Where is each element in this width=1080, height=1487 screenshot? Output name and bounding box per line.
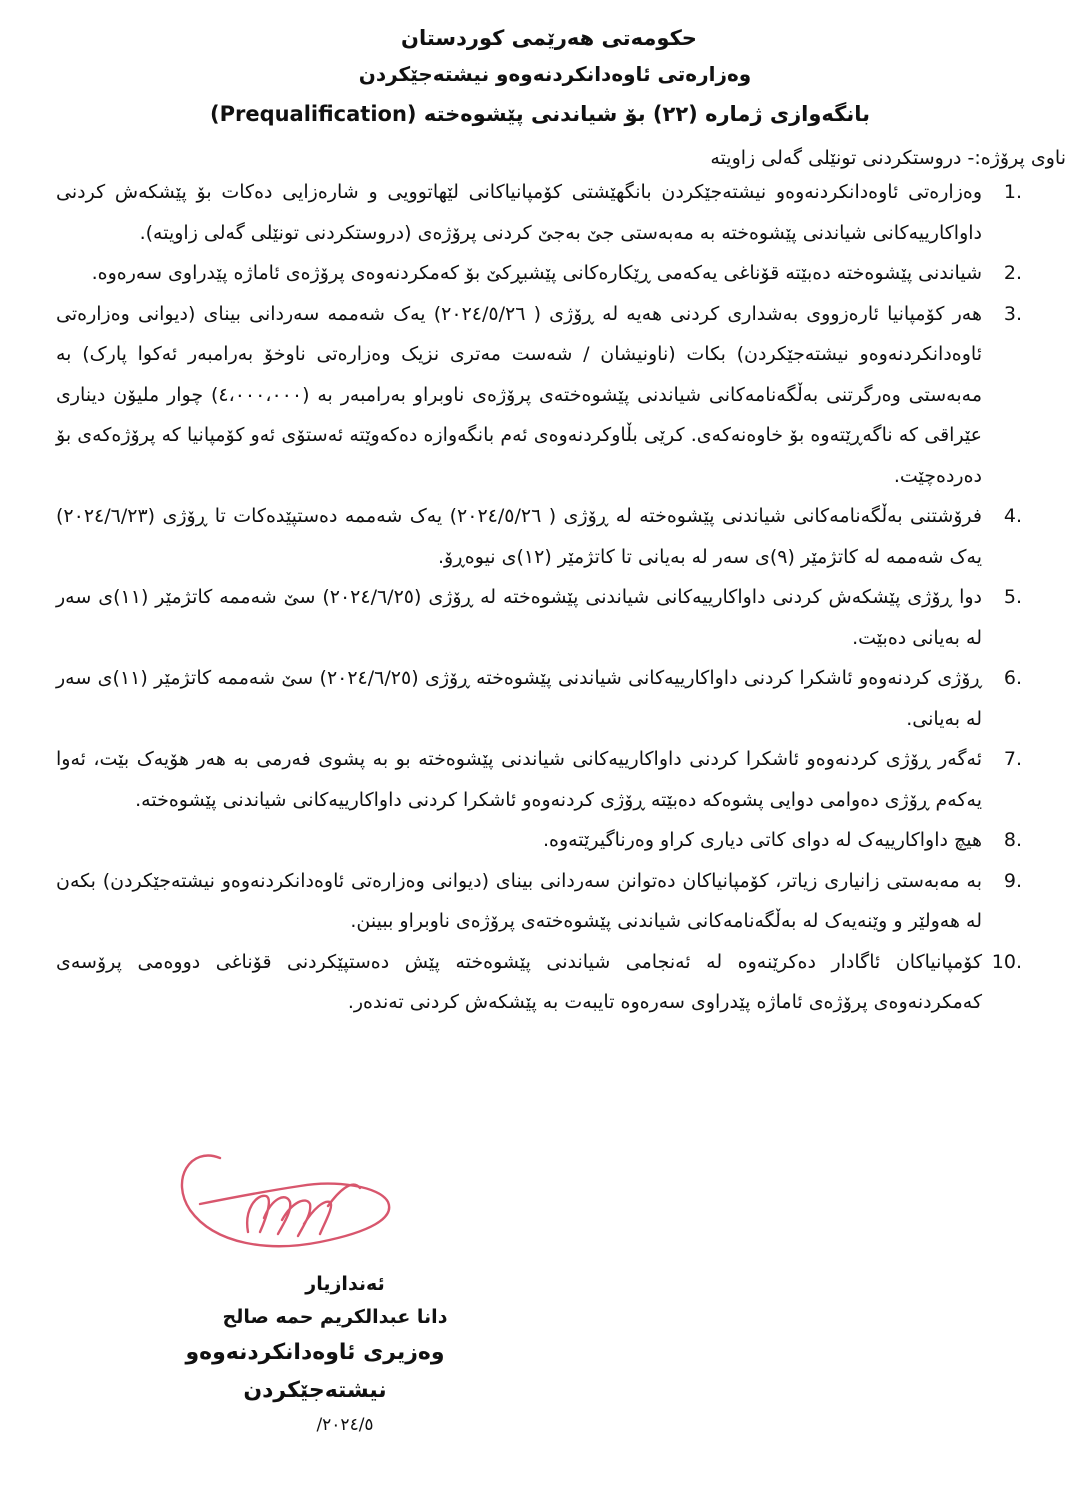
item-text: دوا ڕۆژی پێشکەش کردنی داواکارییەکانی شیاندنی پێشوەختە لە ڕۆژی (٢٠٢٤/٦/٢٥) سێ شەممە کاتژمێر (١١)ی سەر لە بەیانی دەبێت. — [56, 586, 982, 649]
item-text: هیچ داواکارییەک لە دوای کاتی دیاری کراو وەرناگیرێتەوە. — [542, 829, 982, 851]
item-number: 3. — [1003, 302, 1022, 325]
announcement-items — [56, 172, 1022, 1023]
item-number: 5. — [1003, 586, 1022, 608]
announcement-title: بانگەوازی ژمارە (٢٢) بۆ شیاندنی پێشوەختە (Prequalification) — [209, 102, 871, 126]
signature-date: ٢٠٢٤/٥/ — [316, 1415, 374, 1435]
signature-loop — [182, 1156, 389, 1247]
item-text: ڕۆژی کردنەوەو ئاشکرا کردنی داواکارییەکانی شیاندنی پێشوەختە ڕۆژی (٢٠٢٤/٦/٢٥) سێ شەممە کاتژمێر (١١)ی سەر لە بەیانی. — [56, 667, 983, 730]
ministry-name: وەزارەتی ئاوەدانکردنەوەو نیشتەجێکردن — [358, 62, 752, 86]
item-text: بە مەبەستی زانیاری زیاتر، کۆمپانیاکان دەتوانن سەردانی بینای (دیوانی وەزارەتی ئاوەدانکردنەوەو نیشتەجێکردن) بکەن لە هەولێر و وێنەیەک لە بەڵگەنامەکانی شیاندنی پێشوەختەی پرۆژەی ناوبراو ببینن. — [56, 869, 982, 932]
item-text: فرۆشتنی بەڵگەنامەکانی شیاندنی پێشوەختە لە ڕۆژی ( ٢٠٢٤/٥/٢٦) یەک شەممە دەستپێدەکات تا ڕۆژی (٢٠٢٤/٦/٢٣) یەک شەممە لە کاتژمێر (٩)ی سەر لە بەیانی تا کاتژمێر (١٢)ی نیوەڕۆ. — [56, 505, 982, 568]
signatory-name: دانا عبدالکریم حمە صالح — [222, 1306, 448, 1328]
list-item — [56, 172, 1022, 253]
list-item — [56, 658, 1022, 739]
signature-block — [110, 1268, 560, 1440]
signatory-position: وەزیری ئاوەدانکردنەوەو نیشتەجێکردن — [185, 1340, 445, 1403]
project-name-line: ناوی پرۆژە:- دروستکردنی تونێلی گەلی زاویتە — [710, 147, 1066, 169]
item-number: 1. — [1003, 181, 1022, 203]
item-text: ئەگەر ڕۆژی کردنەوەو ئاشکرا کردنی داواکارییەکانی شیاندنی پێشوەختە بو بە پشوی فەرمی بە هەر هۆیەک بێت، ئەوا یەکەم ڕۆژی دەوامی دوایی پشوەکە دەبێتە ڕۆژی کردنەوەو ئاشکرا کردنی داواکارییەکانی شیاندنی پێشوەختە. — [56, 748, 982, 811]
item-number: 4. — [1003, 505, 1022, 527]
item-text: کۆمپانیاکان ئاگادار دەکرێنەوە لە ئەنجامی شیاندنی پێشوەختە پێش دەستپێکردنی قۆناغی دووەمی پرۆسەی کەمکردنەوەی پرۆژەی ئاماژە پێدراوی سەرەوە تایبەت بە پێشکەش کردنی تەندەر. — [56, 950, 982, 1013]
item-number: 7. — [1003, 748, 1022, 770]
item-number: 6. — [1003, 667, 1022, 689]
government-name: حکومەتی هەرێمی کوردستان — [401, 26, 697, 50]
letterhead — [0, 22, 1080, 132]
list-item — [56, 861, 1022, 942]
signatory-title: ئەندازیار — [305, 1273, 385, 1295]
list-item — [56, 739, 1022, 820]
list-item — [56, 253, 1022, 294]
item-text: شیاندنی پێشوەختە دەبێتە قۆناغی یەکەمی ڕێکارەکانی پێشبڕکێ بۆ کەمکردنەوەی پرۆژەی ئاماژە پێدراوی سەرەوە. — [91, 262, 982, 284]
item-number: 10. — [991, 950, 1022, 973]
item-text: هەر کۆمپانیا ئارەزووی بەشداری کردنی هەیە لە ڕۆژی ( ٢٠٢٤/٥/٢٦) یەک شەممە سەردانی بینای (دیوانی وەزارەتی ئاوەدانکردنەوەو نیشتەجێکردن) بکات (ناونیشان / شەست مەتری نزیک وەزارەتی ناوخۆ بەرامبەر ئەکوا پارک) بە مەبەستی وەرگرتنی بەڵگەنامەکانی شیاندنی پێشوەختەی پرۆژەی ناوبراو بەرامبەر بە (٤،٠٠٠،٠٠٠) چوار ملیۆن دیناری عێراقی کە ناگەڕێتەوە بۆ خاوەنەکەی. کرێی بڵاوکردنەوەی ئەم بانگەوازە دەکەوێتە ئەستۆی ئەو کۆمپانیا کە پرۆژەکەی بۆ دەردەچێت. — [56, 302, 982, 487]
item-text: وەزارەتی ئاوەدانکردنەوەو نیشتەجێکردن بانگهێشتی کۆمپانیاکانی لێهاتوویی و شارەزایی دەکات بۆ پێشکەش کردنی داواکارییەکانی شیاندنی پێشوەختە بە مەبەستی جێ بەجێ کردنی پرۆژەی (دروستکردنی تونێلی گەلی زاویتە). — [56, 181, 982, 244]
item-number: 8. — [1003, 829, 1022, 851]
list-item — [56, 294, 1022, 497]
item-number: 9. — [1003, 869, 1022, 892]
list-item — [56, 577, 1022, 658]
handwritten-signature — [160, 1140, 400, 1270]
list-item — [56, 942, 1022, 1023]
item-number: 2. — [1003, 262, 1022, 284]
list-item — [56, 820, 1022, 861]
list-item — [56, 496, 1022, 577]
